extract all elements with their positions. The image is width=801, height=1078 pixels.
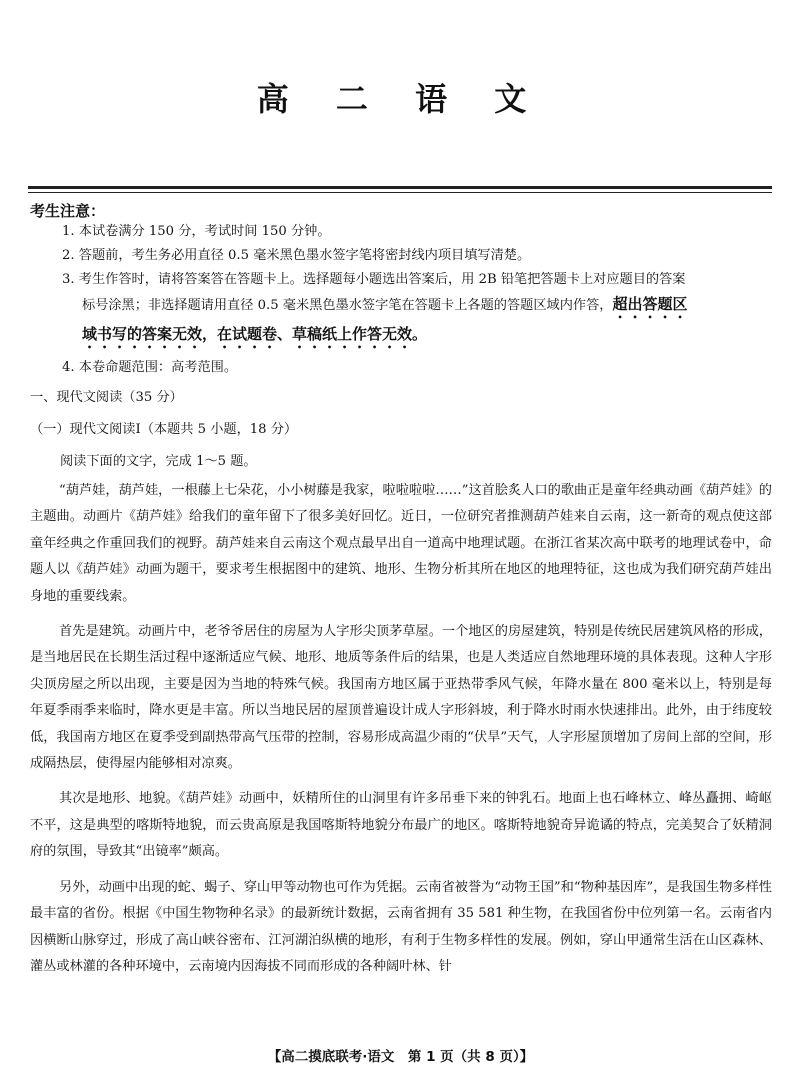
notice-item-2: 2. 答题前，考生务必用直径 0.5 毫米黑色墨水签字笔将密封线内项目填写清楚。 <box>62 248 531 263</box>
notice-item-1: 1. 本试卷满分 150 分，考试时间 150 分钟。 <box>62 224 331 239</box>
passage-paragraph-4: 另外，动画中出现的蛇、蝎子、穿山甲等动物也可作为凭据。云南省被誉为“动物王国”和“物种基因库”，是我国生物多样性最丰富的省份。根据《中国生物物种名录》的最新统计数据，云南省拥有 35 581 种生物，在我国省份中位列第一名。云南省内因横断山脉穿过，形成了高山峡谷密布、江河湖泊纵横的地形，有利于生物多样性的发展。例如，穿山甲通常生活在山区森林、灌丛或林灌的各种环境中，云南境内因海拔不同而形成的各种阔叶林、针 <box>30 879 772 974</box>
reading-passage <box>30 478 772 980</box>
passage-paragraph-1: “葫芦娃，葫芦娃，一根藤上七朵花，小小树藤是我家，啦啦啦啦……”这首脍炙人口的歌曲正是童年经典动画《葫芦娃》的主题曲。动画片《葫芦娃》给我们的童年留下了很多美好回忆。近日，一位研究者推测葫芦娃来自云南，这一新奇的观点使这部童年经典之作重回我们的视野。葫芦娃来自云南这个观点最早出自一道高中地理试题。在浙江省某次高中联考的地理试卷中，命题人以《葫芦娃》动画为题干，要求考生根据图中的建筑、地形、生物分析其所在地区的地理特征，这也成为我们研究葫芦娃出身地的重要线索。 <box>30 483 772 604</box>
reading-instruction: 阅读下面的文字，完成 1～5 题。 <box>60 454 257 469</box>
exam-title: 高 二 语 文 <box>256 80 545 118</box>
notice-item-3-line2 <box>30 292 774 322</box>
notice-item-3-emphasis-b: 域书写的答案无效，在试题卷、草稿纸上作答无效。 <box>82 325 428 343</box>
notice-heading: 考生注意： <box>30 202 106 220</box>
notice-item-3: 3. 考生作答时，请将答案答在答题卡上。选择题每小题选出答案后，用 2B 铅笔把答题卡上对应题目的答案 <box>62 272 686 287</box>
header-rule-thick <box>28 186 772 189</box>
notice-item-4: 4. 本卷命题范围：高考范围。 <box>62 360 238 375</box>
passage-paragraph-2: 首先是建筑。动画片中，老爷爷居住的房屋为人字形尖顶茅草屋。一个地区的房屋建筑，特别是传统民居建筑风格的形成，是当地居民在长期生活过程中逐渐适应气候、地形、地质等条件后的结果，也是人类适应自然地理环境的具体表现。这种人字形尖顶房屋之所以出现，主要是因为当地的特殊气候。我国南方地区属于亚热带季风气候，年降水量在 800 毫米以上，特别是每年夏季雨季来临时，降水更是丰富。所以当地民居的屋顶普遍设计成人字形斜坡，利于降水时雨水快速排出。此外，由于纬度较低，我国南方地区在夏季受到副热带高气压带的控制，容易形成高温少雨的“伏旱”天气，人字形屋顶增加了房间上部的空间，形成隔热层，使得屋内能够相对凉爽。 <box>30 624 772 772</box>
page-footer: 【高二摸底联考·语文 第 1 页（共 8 页）】 <box>267 1049 534 1065</box>
notice-item-3-text: 标号涂黑；非选择题请用直径 0.5 毫米黑色墨水签字笔在答题卡上各题的答题区域内作答， <box>82 298 613 313</box>
notice-list <box>30 220 774 380</box>
section-heading: 一、现代文阅读（35 分） <box>30 390 183 405</box>
subsection-heading: （一）现代文阅读Ⅰ（本题共 5 小题，18 分） <box>30 422 298 437</box>
passage-paragraph-3: 其次是地形、地貌。《葫芦娃》动画中，妖精所住的山洞里有许多吊垂下来的钟乳石。地面上也石峰林立、峰丛矗拥、崎岖不平，这是典型的喀斯特地貌，而云贵高原是我国喀斯特地貌分布最广的地区。喀斯特地貌奇异诡谲的特点，完美契合了妖精洞府的氛围，导致其“出镜率”颇高。 <box>30 791 772 860</box>
header-rule-thin <box>28 192 772 193</box>
notice-item-3-emphasis-a: 超出答题区 <box>612 295 688 313</box>
notice-item-3-line3 <box>30 322 774 352</box>
